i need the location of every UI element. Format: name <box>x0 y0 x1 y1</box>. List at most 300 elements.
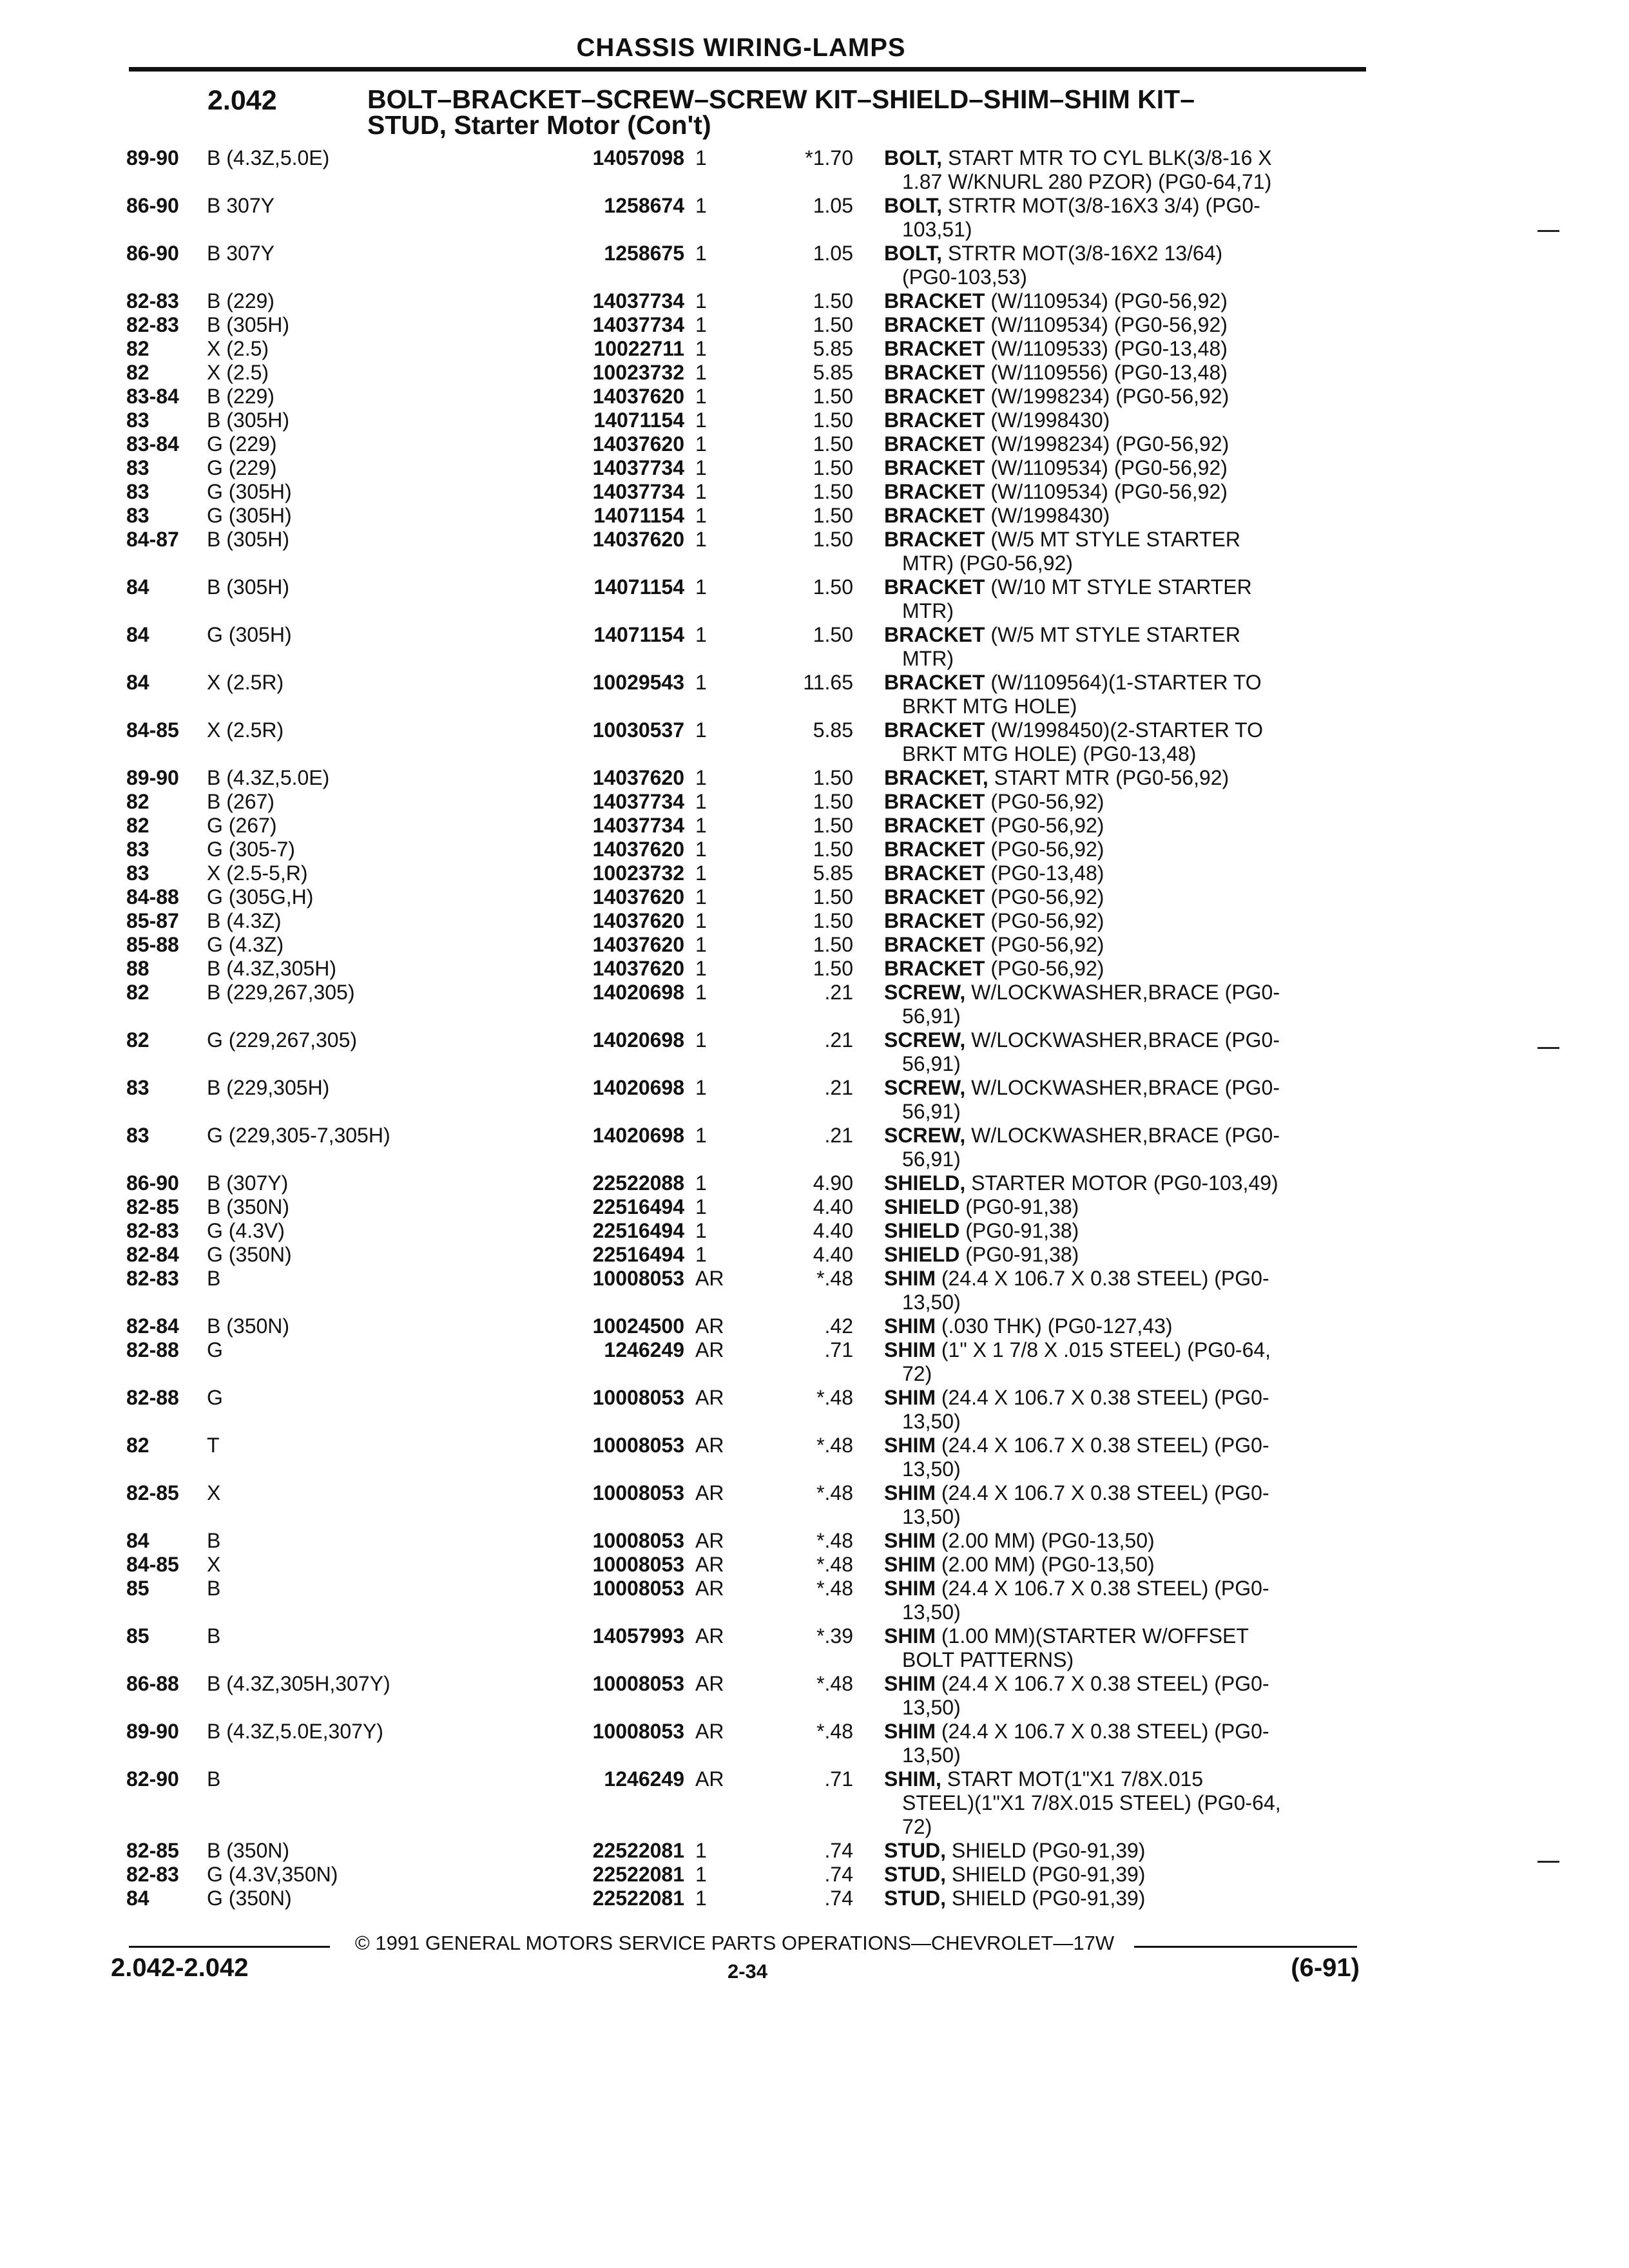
price: 1.50 <box>813 885 853 908</box>
part-description <box>884 1171 1348 1195</box>
quantity: AR <box>695 1577 724 1600</box>
series-engine: G (4.3V) <box>207 1219 285 1242</box>
quantity: 1 <box>695 146 707 169</box>
part-description <box>884 957 1348 981</box>
part-name: BRACKET <box>884 838 985 861</box>
price: 1.50 <box>813 504 853 527</box>
part-detail: (PG0-91,38) <box>959 1243 1079 1266</box>
model-years: 84 <box>126 1529 149 1552</box>
part-name: BRACKET <box>884 885 985 908</box>
part-row <box>0 718 1629 766</box>
part-detail: W/LOCKWASHER,BRACE (PG0- <box>965 1028 1280 1052</box>
part-description <box>884 1553 1348 1577</box>
model-years: 84 <box>126 671 149 694</box>
quantity: 1 <box>695 1195 707 1218</box>
part-detail: (24.4 X 106.7 X 0.38 STEEL) (PG0- <box>936 1481 1269 1504</box>
part-name: BRACKET <box>884 289 985 312</box>
series-engine: B (305H) <box>207 528 290 551</box>
part-name: SHIM <box>884 1720 936 1743</box>
series-engine: B (4.3Z) <box>207 909 282 932</box>
part-name: BRACKET <box>884 504 985 527</box>
section-range: 2.042-2.042 <box>111 1954 249 1982</box>
part-detail: (24.4 X 106.7 X 0.38 STEEL) (PG0- <box>936 1577 1269 1600</box>
quantity: 1 <box>695 432 707 456</box>
part-description-cont: 1.87 W/KNURL 280 PZOR) (PG0-64,71) <box>902 170 1272 193</box>
quantity: AR <box>695 1338 724 1361</box>
part-description-cont: 13,50) <box>902 1410 961 1433</box>
part-number: 14037620 <box>592 385 684 408</box>
part-name: SHIELD, <box>884 1171 966 1195</box>
part-description <box>884 1577 1348 1600</box>
part-description <box>884 528 1348 552</box>
part-description <box>884 432 1348 456</box>
part-number: 10008053 <box>592 1577 684 1600</box>
part-number: 10008053 <box>592 1434 684 1457</box>
price: 11.65 <box>803 671 853 694</box>
margin-mark <box>1537 1861 1559 1863</box>
series-engine: B (4.3Z,305H,307Y) <box>207 1672 390 1695</box>
price: 1.50 <box>813 838 853 861</box>
price: 5.85 <box>813 861 853 885</box>
part-row <box>0 528 1629 575</box>
revision-date: (6-91) <box>1291 1954 1360 1982</box>
model-years: 88 <box>126 957 149 980</box>
part-detail: (W/1998430) <box>985 504 1110 527</box>
part-detail: W/LOCKWASHER,BRACE (PG0- <box>965 1076 1280 1099</box>
part-number: 10022711 <box>593 337 684 360</box>
price: .74 <box>824 1887 853 1910</box>
series-engine: G (229,267,305) <box>207 1028 358 1052</box>
part-detail: (24.4 X 106.7 X 0.38 STEEL) (PG0- <box>936 1672 1269 1695</box>
price: 4.40 <box>813 1195 853 1218</box>
part-number: 14037734 <box>592 289 684 312</box>
part-description <box>884 337 1348 361</box>
quantity: AR <box>695 1481 724 1504</box>
part-detail: (1.00 MM)(STARTER W/OFFSET <box>936 1624 1249 1648</box>
part-number: 10008053 <box>592 1529 684 1552</box>
part-name: SCREW, <box>884 1028 966 1052</box>
part-detail: (2.00 MM) (PG0-13,50) <box>936 1529 1155 1552</box>
price: 1.50 <box>813 909 853 932</box>
part-detail: (W/1109534) (PG0-56,92) <box>985 289 1228 312</box>
series-engine: X <box>207 1553 221 1576</box>
part-name: BRACKET <box>884 480 985 503</box>
model-years: 82 <box>126 1434 149 1457</box>
part-detail: (24.4 X 106.7 X 0.38 STEEL) (PG0- <box>936 1434 1269 1457</box>
part-detail: (W/1109564)(1-STARTER TO <box>985 671 1262 694</box>
quantity: 1 <box>695 456 707 479</box>
quantity: 1 <box>695 480 707 503</box>
part-detail: (PG0-91,38) <box>959 1219 1079 1242</box>
part-row <box>0 933 1629 957</box>
model-years: 84-87 <box>126 528 179 551</box>
part-number: 10008053 <box>592 1267 684 1290</box>
part-row <box>0 242 1629 289</box>
price: 1.50 <box>813 790 853 813</box>
part-number: 14037620 <box>592 766 684 789</box>
part-description <box>884 1195 1348 1219</box>
part-name: SHIM <box>884 1314 936 1338</box>
part-description-cont: (PG0-103,53) <box>902 265 1027 289</box>
part-number: 14037620 <box>592 885 684 908</box>
part-name: STUD, <box>884 1863 946 1886</box>
part-description <box>884 1028 1348 1052</box>
series-engine: T <box>207 1434 220 1457</box>
part-row <box>0 885 1629 909</box>
part-detail: (PG0-56,92) <box>985 885 1104 908</box>
part-row <box>0 289 1629 313</box>
model-years: 83 <box>126 838 149 861</box>
part-description <box>884 575 1348 599</box>
series-engine: B (350N) <box>207 1195 290 1218</box>
part-name: BRACKET <box>884 432 985 456</box>
part-row <box>0 1553 1629 1577</box>
quantity: 1 <box>695 766 707 789</box>
part-name: SCREW, <box>884 1076 966 1099</box>
model-years: 82-84 <box>126 1243 179 1266</box>
quantity: 1 <box>695 790 707 813</box>
part-row <box>0 909 1629 933</box>
price: *.48 <box>816 1434 853 1457</box>
part-name: SHIM <box>884 1338 936 1361</box>
price: 1.50 <box>813 528 853 551</box>
part-number: 22516494 <box>592 1219 684 1242</box>
quantity: 1 <box>695 337 707 360</box>
part-name: BRACKET <box>884 909 985 932</box>
quantity: AR <box>695 1434 724 1457</box>
part-number: 10008053 <box>592 1481 684 1504</box>
part-name: SHIELD <box>884 1243 960 1266</box>
price: 1.05 <box>813 194 853 217</box>
part-detail: SHIELD (PG0-91,39) <box>946 1887 1146 1910</box>
part-description <box>884 408 1348 432</box>
part-row <box>0 861 1629 885</box>
part-name: SCREW, <box>884 981 966 1004</box>
price: 1.50 <box>813 313 853 336</box>
price: *.48 <box>816 1529 853 1552</box>
model-years: 82-85 <box>126 1195 179 1218</box>
part-detail: (PG0-56,92) <box>985 957 1104 980</box>
part-detail: (PG0-56,92) <box>985 933 1104 956</box>
part-number: 14020698 <box>592 981 684 1004</box>
model-years: 86-88 <box>126 1672 179 1695</box>
price: .21 <box>824 981 853 1004</box>
part-row <box>0 1481 1629 1529</box>
part-row <box>0 1434 1629 1481</box>
model-years: 82-83 <box>126 289 179 312</box>
part-number: 22516494 <box>592 1243 684 1266</box>
part-row <box>0 623 1629 671</box>
price: 5.85 <box>813 361 853 384</box>
part-name: BOLT, <box>884 242 943 265</box>
part-detail: STARTER MOTOR (PG0-103,49) <box>965 1171 1278 1195</box>
part-number: 14071154 <box>593 408 684 432</box>
price: 1.50 <box>813 289 853 312</box>
quantity: AR <box>695 1720 724 1743</box>
part-description <box>884 933 1348 957</box>
part-description-cont: MTR) <box>902 599 954 622</box>
model-years: 83-84 <box>126 432 179 456</box>
part-name: SHIM <box>884 1386 936 1409</box>
series-engine: G (305H) <box>207 623 292 646</box>
series-engine: B (350N) <box>207 1314 290 1338</box>
part-description-cont: 13,50) <box>902 1744 961 1767</box>
part-detail: (24.4 X 106.7 X 0.38 STEEL) (PG0- <box>936 1386 1269 1409</box>
part-detail: W/LOCKWASHER,BRACE (PG0- <box>965 1124 1280 1147</box>
series-engine: B <box>207 1577 221 1600</box>
price: .21 <box>824 1076 853 1099</box>
part-row <box>0 981 1629 1028</box>
quantity: AR <box>695 1624 724 1648</box>
part-name: BRACKET <box>884 933 985 956</box>
part-description <box>884 1386 1348 1410</box>
part-description <box>884 385 1348 408</box>
model-years: 82 <box>126 361 149 384</box>
part-name: BRACKET <box>884 718 985 742</box>
part-description <box>884 1887 1348 1910</box>
part-name: BRACKET <box>884 575 985 599</box>
part-name: SHIELD <box>884 1219 960 1242</box>
part-description-cont: 72) <box>902 1362 932 1385</box>
model-years: 84-85 <box>126 718 179 742</box>
price: .42 <box>824 1314 853 1338</box>
part-row <box>0 146 1629 194</box>
part-detail: (24.4 X 106.7 X 0.38 STEEL) (PG0- <box>936 1720 1269 1743</box>
part-detail: (24.4 X 106.7 X 0.38 STEEL) (PG0- <box>936 1267 1269 1290</box>
part-detail: START MTR (PG0-56,92) <box>988 766 1229 789</box>
part-description <box>884 1672 1348 1696</box>
part-detail: (PG0-56,92) <box>985 814 1104 837</box>
part-detail: W/LOCKWASHER,BRACE (PG0- <box>965 981 1280 1004</box>
part-number: 22522081 <box>592 1887 684 1910</box>
quantity: 1 <box>695 242 707 265</box>
section-title-line-2: STUD, Starter Motor (Con't) <box>367 110 711 140</box>
part-row <box>0 575 1629 623</box>
part-row <box>0 1624 1629 1672</box>
part-name: BRACKET <box>884 528 985 551</box>
part-detail: (.030 THK) (PG0-127,43) <box>936 1314 1173 1338</box>
part-description-cont: 103,51) <box>902 218 972 241</box>
model-years: 82-83 <box>126 1267 179 1290</box>
series-engine: B (305H) <box>207 313 290 336</box>
copyright-text: 1991 GENERAL MOTORS SERVICE PARTS OPERATIONS—CHEVROLET—17W <box>375 1932 1115 1954</box>
model-years: 85-88 <box>126 933 179 956</box>
part-row <box>0 480 1629 504</box>
series-engine: G (229,305-7,305H) <box>207 1124 390 1147</box>
quantity: 1 <box>695 1076 707 1099</box>
section-number: 2.042 <box>207 85 277 116</box>
part-number: 14037620 <box>592 957 684 980</box>
part-description-cont: MTR) <box>902 647 954 670</box>
part-description <box>884 1434 1348 1457</box>
series-engine: B <box>207 1267 221 1290</box>
series-engine: B (4.3Z,305H) <box>207 957 336 980</box>
model-years: 82 <box>126 1028 149 1052</box>
price: .21 <box>824 1124 853 1147</box>
series-engine: X (2.5R) <box>207 718 284 742</box>
part-name: BOLT, <box>884 194 943 217</box>
model-years: 86-90 <box>126 242 179 265</box>
part-description <box>884 1767 1348 1791</box>
part-description <box>884 1267 1348 1291</box>
quantity: 1 <box>695 1219 707 1242</box>
model-years: 83 <box>126 456 149 479</box>
series-engine: B (229) <box>207 289 275 312</box>
part-row <box>0 1314 1629 1338</box>
part-detail: START MTR TO CYL BLK(3/8-16 X <box>942 146 1272 169</box>
quantity: 1 <box>695 313 707 336</box>
part-number: 1258674 <box>604 194 684 217</box>
part-name: BRACKET <box>884 456 985 479</box>
part-row <box>0 504 1629 528</box>
price: 1.50 <box>813 408 853 432</box>
series-engine: B (229,305H) <box>207 1076 330 1099</box>
part-number: 10024500 <box>592 1314 684 1338</box>
part-detail: (W/1109533) (PG0-13,48) <box>985 337 1228 360</box>
part-number: 10008053 <box>592 1386 684 1409</box>
part-number: 14020698 <box>592 1124 684 1147</box>
price: .71 <box>824 1767 853 1791</box>
part-row <box>0 1076 1629 1124</box>
series-engine: G (4.3V,350N) <box>207 1863 338 1886</box>
quantity: 1 <box>695 194 707 217</box>
model-years: 82-83 <box>126 1219 179 1242</box>
part-detail: SHIELD (PG0-91,39) <box>946 1839 1146 1862</box>
series-engine: B (4.3Z,5.0E) <box>207 146 330 169</box>
price: 5.85 <box>813 718 853 742</box>
series-engine: G (229) <box>207 432 277 456</box>
series-engine: G <box>207 1338 223 1361</box>
price: 1.50 <box>813 814 853 837</box>
footer-rule-right <box>1134 1946 1357 1948</box>
price: *.48 <box>816 1720 853 1743</box>
section-title-line-1: BOLT–BRACKET–SCREW–SCREW KIT–SHIELD–SHIM–SHIM KIT– <box>367 84 1195 114</box>
page-number: 2-34 <box>727 1960 768 1983</box>
part-description <box>884 1219 1348 1243</box>
price: *.48 <box>816 1267 853 1290</box>
part-description <box>884 313 1348 337</box>
model-years: 85 <box>126 1624 149 1648</box>
model-years: 89-90 <box>126 146 179 169</box>
part-name: BRACKET <box>884 385 985 408</box>
part-description <box>884 1124 1348 1148</box>
part-description-cont: BOLT PATTERNS) <box>902 1648 1074 1671</box>
part-description <box>884 766 1348 790</box>
part-detail: (W/1998234) (PG0-56,92) <box>985 385 1229 408</box>
part-row <box>0 1338 1629 1386</box>
model-years: 82 <box>126 814 149 837</box>
part-detail: (W/1998234) (PG0-56,92) <box>985 432 1229 456</box>
part-detail: (PG0-56,92) <box>985 790 1104 813</box>
part-description-cont: 13,50) <box>902 1696 961 1719</box>
series-engine: B (267) <box>207 790 275 813</box>
model-years: 82-85 <box>126 1839 179 1862</box>
part-description <box>884 838 1348 861</box>
quantity: 1 <box>695 1171 707 1195</box>
series-engine: G (305-7) <box>207 838 295 861</box>
part-name: BRACKET, <box>884 766 988 789</box>
price: 1.50 <box>813 456 853 479</box>
part-name: SHIM <box>884 1434 936 1457</box>
model-years: 83 <box>126 1076 149 1099</box>
part-number: 1246249 <box>604 1338 684 1361</box>
series-engine: G (4.3Z) <box>207 933 284 956</box>
part-number: 10008053 <box>592 1672 684 1695</box>
part-number: 14020698 <box>592 1028 684 1052</box>
part-row <box>0 194 1629 242</box>
part-row <box>0 313 1629 337</box>
part-number: 14037620 <box>592 933 684 956</box>
model-years: 83 <box>126 480 149 503</box>
part-description <box>884 242 1348 265</box>
series-engine: B (4.3Z,5.0E) <box>207 766 330 789</box>
price: *.48 <box>816 1481 853 1504</box>
part-name: BRACKET <box>884 623 985 646</box>
part-number: 14057098 <box>592 146 684 169</box>
part-detail: START MOT(1"X1 7/8X.015 <box>941 1767 1204 1791</box>
series-engine: B (229) <box>207 385 275 408</box>
part-description-cont: 13,50) <box>902 1291 961 1314</box>
model-years: 82-83 <box>126 1863 179 1886</box>
quantity: 1 <box>695 289 707 312</box>
price: 5.85 <box>813 337 853 360</box>
copyright-line <box>335 1932 1134 1955</box>
quantity: AR <box>695 1553 724 1576</box>
quantity: 1 <box>695 838 707 861</box>
part-detail: (W/1109556) (PG0-13,48) <box>985 361 1228 384</box>
part-row <box>0 814 1629 838</box>
part-description-cont: 56,91) <box>902 1004 961 1028</box>
part-description <box>884 790 1348 814</box>
part-description <box>884 885 1348 909</box>
part-number: 10008053 <box>592 1720 684 1743</box>
series-engine: G (305G,H) <box>207 885 314 908</box>
quantity: 1 <box>695 385 707 408</box>
price: 1.50 <box>813 575 853 599</box>
part-row <box>0 337 1629 361</box>
series-engine: B <box>207 1529 221 1552</box>
part-description <box>884 1338 1348 1362</box>
part-description-cont: 56,91) <box>902 1052 961 1075</box>
quantity: 1 <box>695 718 707 742</box>
series-engine: B (307Y) <box>207 1171 289 1195</box>
part-detail: (W/1109534) (PG0-56,92) <box>985 313 1228 336</box>
part-description <box>884 480 1348 504</box>
quantity: 1 <box>695 1243 707 1266</box>
part-number: 1246249 <box>604 1767 684 1791</box>
part-number: 22522088 <box>592 1171 684 1195</box>
quantity: 1 <box>695 861 707 885</box>
part-name: SCREW, <box>884 1124 966 1147</box>
price: 1.50 <box>813 957 853 980</box>
part-detail: SHIELD (PG0-91,39) <box>946 1863 1146 1886</box>
series-engine: G (305H) <box>207 480 292 503</box>
quantity: 1 <box>695 1887 707 1910</box>
price: 1.05 <box>813 242 853 265</box>
part-description <box>884 909 1348 933</box>
part-description-cont: BRKT MTG HOLE) (PG0-13,48) <box>902 742 1197 765</box>
part-row <box>0 1219 1629 1243</box>
part-description <box>884 1529 1348 1553</box>
part-detail: (W/5 MT STYLE STARTER <box>985 528 1240 551</box>
part-row <box>0 1028 1629 1076</box>
series-engine: X (2.5) <box>207 337 269 360</box>
part-description-cont: 13,50) <box>902 1600 961 1624</box>
price: 1.50 <box>813 766 853 789</box>
series-engine: G (305H) <box>207 504 292 527</box>
model-years: 83 <box>126 504 149 527</box>
part-row <box>0 1672 1629 1720</box>
